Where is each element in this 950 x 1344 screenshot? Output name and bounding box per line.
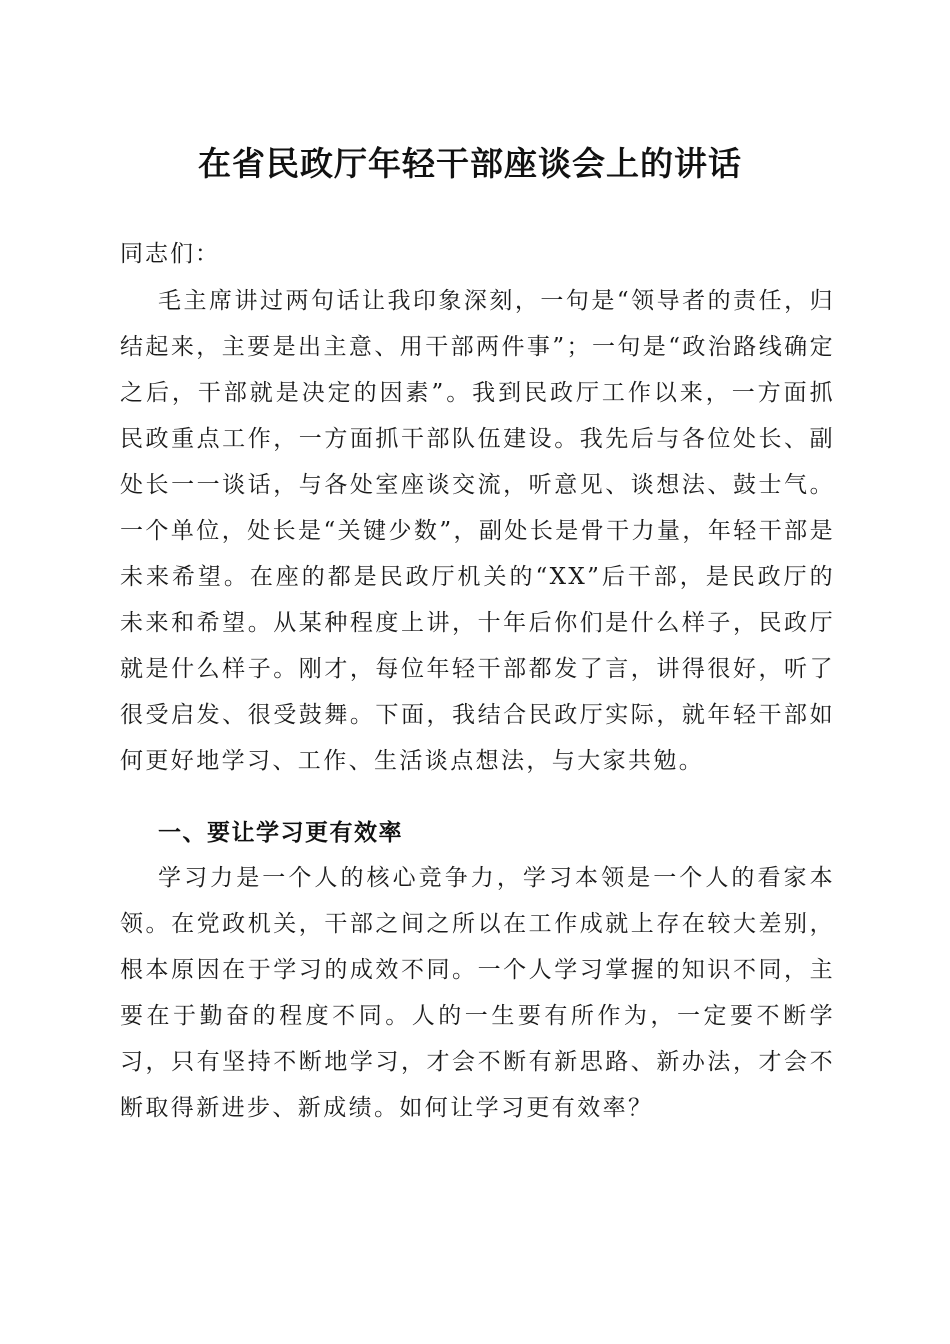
section-heading: 一、要让学习更有效率 <box>158 820 403 846</box>
salutation: 同志们： <box>120 241 220 267</box>
paragraph-learning: 学习力是一个人的核心竞争力，学习本领是一个人的看家本领。在党政机关，干部之间之所以在工作成就上存在较大差别，根本原因在于学习的成效不同。一个人学习掌握的知识不同，主要在于勤奋的程度不同。人的一生要有所作为，一定要不断学习，只有坚持不断地学习，才会不断有新思路、新办法，才会不断取得新进步、新成绩。如何让学习更有效率？ <box>120 865 835 1121</box>
paragraph-intro: 毛主席讲过两句话让我印象深刻，一句是“领导者的责任，归结起来，主要是出主意、用干部两件事”；一句是“政治路线确定之后，干部就是决定的因素”。我到民政厅工作以来，一方面抓民政重点工作，一方面抓干部队伍建设。我先后与各位处长、副处长一一谈话，与各处室座谈交流，听意见、谈想法、鼓士气。一个单位，处长是“关键少数”，副处长是骨干力量，年轻干部是未来希望。在座的都是民政厅机关的“XX”后干部，是民政厅的未来和希望。从某种程度上讲，十年后你们是什么样子，民政厅就是什么样子。刚才，每位年轻干部都发了言，讲得很好，听了很受启发、很受鼓舞。下面，我结合民政厅实际，就年轻干部如何更好地学习、工作、生活谈点想法，与大家共勉。 <box>120 288 835 774</box>
document-title: 在省民政厅年轻干部座谈会上的讲话 <box>198 144 742 183</box>
